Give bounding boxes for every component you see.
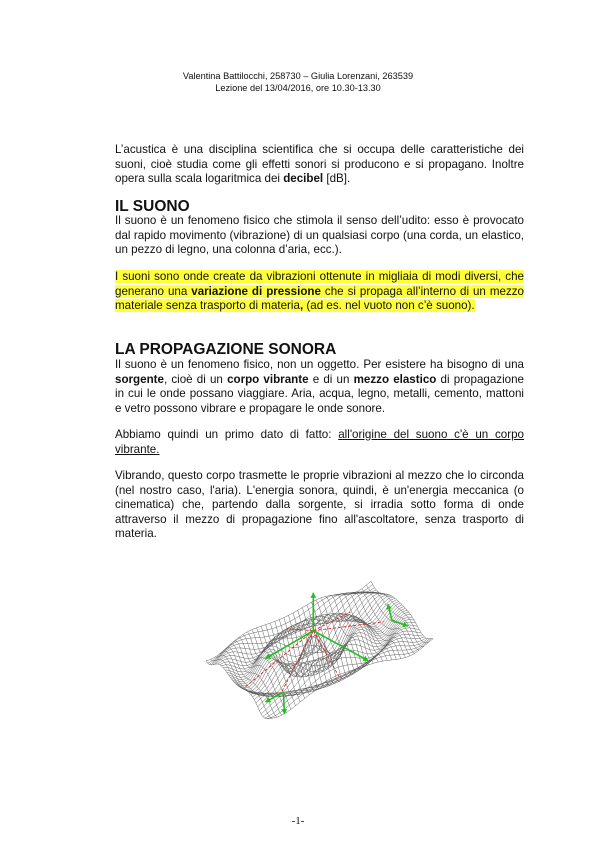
vibration-paragraph: Vibrando, questo corpo trasmette le proprie vibrazioni al mezzo che lo circonda (nel nostro caso, l'aria). L'energia sonora, quindi, è un'energia meccanica (o cinematica) che, partendo dalla sorgente, si irradia sotto forma di onde attraverso il mezzo di propagazione fino all'ascoltatore, senza trasporto di materia. xyxy=(115,469,524,541)
highlighted-paragraph: I suoni sono onde create da vibrazioni ottenute in migliaia di modi diversi, che generano una variazione di pressione che si propaga all’interno di un mezzo materiale senza trasporto di materia, (ad es. nel vuoto non c’è suono). xyxy=(115,270,524,313)
section-title-propagazione: LA PROPAGAZIONE SONORA xyxy=(115,341,337,358)
mesh-line-v xyxy=(213,592,378,665)
wave-mesh xyxy=(206,581,433,719)
section-title-il-suono: IL SUONO xyxy=(115,198,190,215)
lecture-date-line: Lezione del 13/04/2016, ore 10.30-13.30 xyxy=(215,83,381,93)
intro-paragraph: L’acustica è una disciplina scientifica che si occupa delle caratteristiche dei suoni, cioè studia come gli effetti sonori si producono e si propagano. Inoltre opera sulla scala logaritmica dei decibel [dB]. xyxy=(115,143,524,186)
page-number: -1- xyxy=(291,815,305,827)
mesh-line-u xyxy=(211,659,273,718)
origin-paragraph: Abbiamo quindi un primo dato di fatto: all'origine del suono c'è un corpo vibrante. xyxy=(115,428,524,456)
mesh-line-v xyxy=(211,590,376,665)
propagazione-paragraph: Il suono è un fenomeno fisico, non un oggetto. Per esistere ha bisogno di una sorgente, cioè di un corpo vibrante e di un mezzo elastico di propagazione in cui le onde possano viaggiare. Aria, acqua, legno, metalli, cemento, mattoni e vetro possono vibrare e propagare le onde sonore. xyxy=(115,358,524,415)
axis-arrowhead xyxy=(281,709,287,714)
sound-wave-surface-figure xyxy=(198,565,443,725)
mesh-line-u xyxy=(206,661,268,719)
axis-arrowhead xyxy=(310,593,316,598)
suono-paragraph: Il suono è un fenomeno fisico che stimola il senso dell’udito: esso è provocato dal rapido movimento (vibrazione) di un qualsiasi corpo (una corda, un elastico, un pezzo di legno, una colonna d’aria, ecc.). xyxy=(115,214,524,257)
authors-line: Valentina Battilocchi, 258730 – Giulia Lorenzani, 263539 xyxy=(182,71,414,81)
mesh-line-u xyxy=(220,651,282,715)
